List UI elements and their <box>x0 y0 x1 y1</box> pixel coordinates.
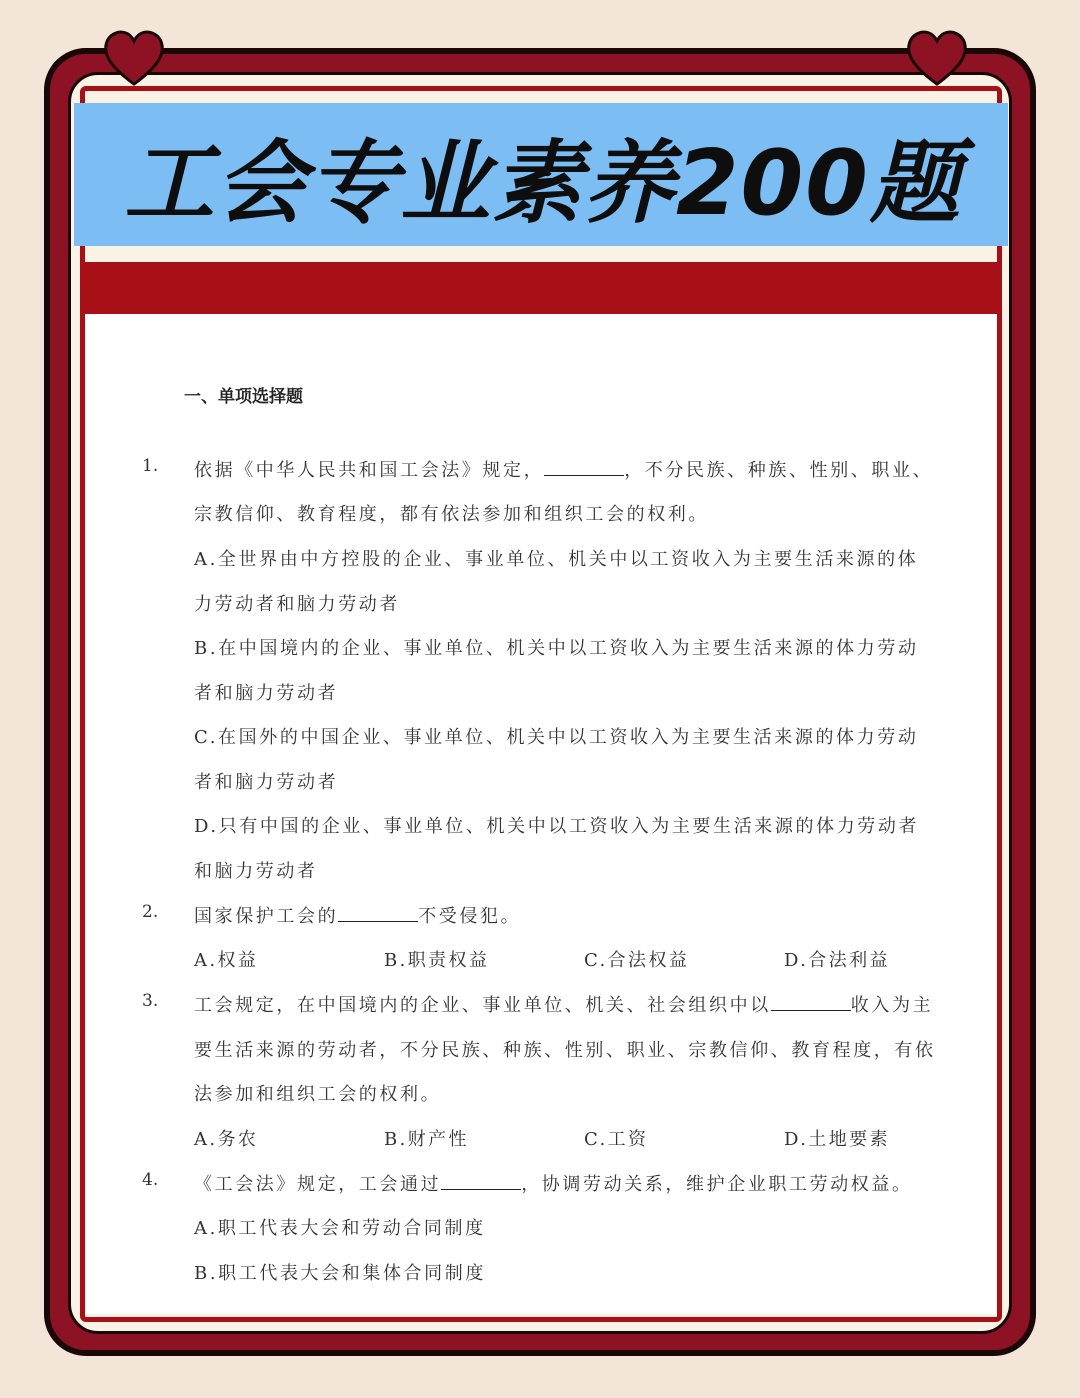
stem-text: 《工会法》规定，工会通过 <box>194 1174 442 1195</box>
stem-text: 收入为主 <box>850 995 934 1016</box>
stem-text: 工会规定，在中国境内的企业、事业单位、机关、社会组织中以 <box>194 995 771 1016</box>
option-b: B.职责权益 <box>384 950 490 971</box>
heart-icon <box>905 28 969 88</box>
option-a: A.务农 <box>194 1129 259 1150</box>
question-number: 2. <box>142 902 159 922</box>
stem-text: 不受侵犯。 <box>418 906 522 927</box>
question-stem <box>194 902 521 928</box>
option-b-cont: 者和脑力劳动者 <box>194 683 339 704</box>
question-stem <box>194 1170 913 1196</box>
option-b: B.在中国境内的企业、事业单位、机关中以工资收入为主要生活来源的体力劳动 <box>194 638 919 659</box>
heart-icon <box>102 28 166 88</box>
option-d-cont: 和脑力劳动者 <box>194 861 318 882</box>
title-banner <box>74 103 1008 246</box>
answer-blank <box>338 907 418 922</box>
stem-text: ，不分民族、种族、性别、职业、 <box>624 460 934 481</box>
stem-text: 依据《中华人民共和国工会法》规定， <box>194 460 545 481</box>
stem-text: 要生活来源的劳动者，不分民族、种族、性别、职业、宗教信仰、教育程度，有依 <box>194 1040 936 1061</box>
question-stem <box>194 456 933 482</box>
question-stem <box>194 991 933 1017</box>
option-b: B.职工代表大会和集体合同制度 <box>194 1263 486 1284</box>
question-number: 3. <box>142 991 159 1011</box>
document-page <box>86 314 996 1314</box>
red-divider-bar <box>80 262 1002 314</box>
option-a: A.职工代表大会和劳动合同制度 <box>194 1218 486 1239</box>
option-d: D.合法利益 <box>784 950 890 971</box>
answer-blank <box>544 461 624 476</box>
question-number: 1. <box>142 456 159 476</box>
option-b: B.财产性 <box>384 1129 469 1150</box>
question-number: 4. <box>142 1170 159 1190</box>
option-c: C.工资 <box>584 1129 649 1150</box>
option-a-cont: 力劳动者和脑力劳动者 <box>194 594 400 615</box>
option-a: A.全世界由中方控股的企业、事业单位、机关中以工资收入为主要生活来源的体 <box>194 549 919 570</box>
answer-blank <box>441 1175 521 1190</box>
answer-blank <box>771 996 851 1011</box>
section-title: 一、单项选择题 <box>184 387 303 407</box>
option-c: C.在国外的中国企业、事业单位、机关中以工资收入为主要生活来源的体力劳动 <box>194 727 919 748</box>
stem-text: 宗教信仰、教育程度，都有依法参加和组织工会的权利。 <box>194 504 709 525</box>
stem-text: 法参加和组织工会的权利。 <box>194 1084 442 1105</box>
page-title: 工会专业素养200题 <box>124 130 962 236</box>
option-c: C.合法权益 <box>584 950 690 971</box>
stem-text: 国家保护工会的 <box>194 906 339 927</box>
stem-text: ，协调劳动关系，维护企业职工劳动权益。 <box>521 1174 913 1195</box>
option-a: A.权益 <box>194 950 259 971</box>
option-d: D.只有中国的企业、事业单位、机关中以工资收入为主要生活来源的体力劳动者 <box>194 816 920 837</box>
option-d: D.土地要素 <box>784 1129 890 1150</box>
option-c-cont: 者和脑力劳动者 <box>194 772 339 793</box>
